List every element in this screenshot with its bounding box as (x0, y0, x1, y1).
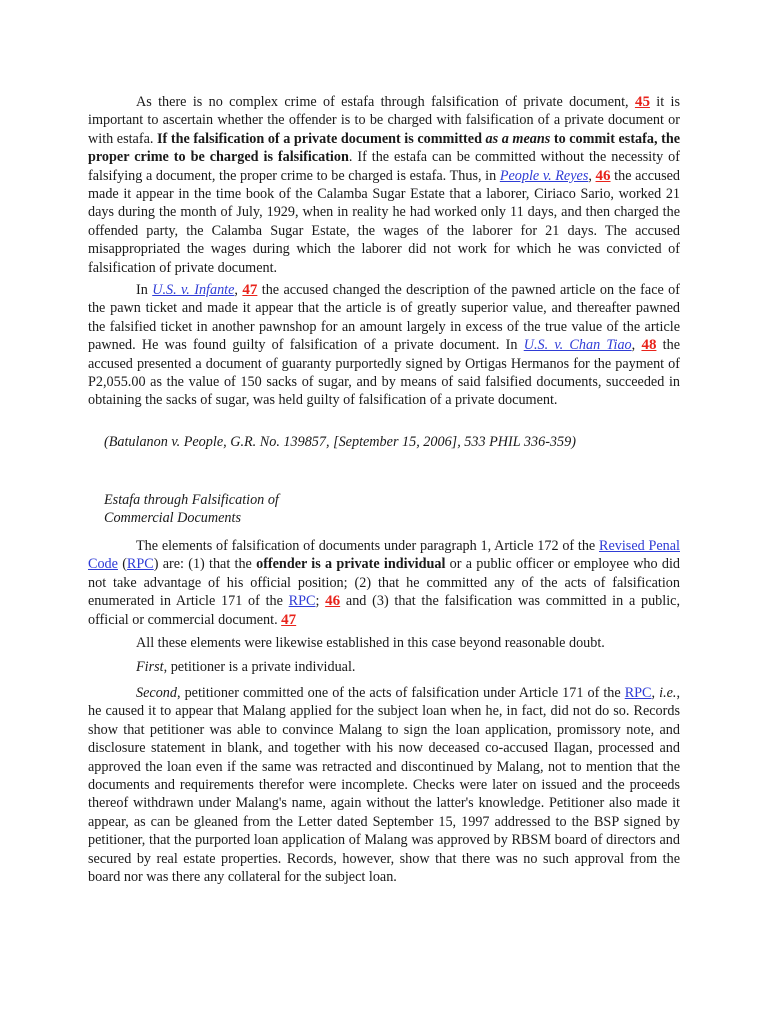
case-name: People v. Reyes (499, 167, 589, 184)
text-run: ( (117, 556, 127, 573)
text-run: the accused made it appear in the time book of the Calamba Sugar Estate that a laborer, Ciriaco Sario, worked 21 days during the month of July, 1929, when in reality he had worked only 11 days, and then charged the offended party, the Calamba Sugar Estate, the wages of the laborer for 21 days. The accused misappropriated the wages during which the laborer did not work for which he was convicted of falsification of private document. (88, 167, 681, 276)
revised-penal-code-link[interactable]: Revised Penal Code (88, 538, 680, 573)
text-run: ; (315, 593, 326, 610)
bold-italic-run: as a means (485, 130, 551, 147)
rpc-link[interactable]: RPC (288, 593, 316, 610)
text-run: or a public officer or employee who did not take advantage of his official position; (2) that he committed any of the acts of falsification enumerated in Article 171 of the (88, 556, 680, 610)
case-link-us-v-infante[interactable] (152, 282, 234, 298)
text-run: the accused presented a document of guaranty purportedly signed by Ortigas Hermanos for the payment of P2,055.00 as the value of 150 sacks of sugar, and by means of said falsified documents, succeeded in obtaining the sacks of sugar, was held guilty of falsification of a private document. (88, 337, 681, 409)
case-name: U.S. v. Chan Tiao (523, 337, 632, 354)
paragraph-first (88, 658, 680, 676)
text-run: the accused changed the description of the pawned article on the face of the pawn ticket and made it appear that the article is of greatly superior value, and thereafter pawned the falsified ticket in another pawnshop for an amount largely in excess of the true value of the article pawned. He was found guilty of falsification of a private document. In (88, 282, 681, 354)
footnote-46-link[interactable]: 46 (595, 167, 611, 184)
footnote-47-link[interactable]: 47 (242, 282, 258, 298)
heading-line-2: Commercial Documents (104, 510, 241, 526)
text-run: As there is no complex crime of estafa through falsification of private document, (136, 94, 635, 110)
text-run: , petitioner committed one of the acts of falsification under Article 171 of the (176, 685, 625, 701)
text-run: The elements of falsification of documents under paragraph 1, Article 172 of the (136, 538, 599, 554)
paragraph-us-cases: In U.S. v. Infante, 47 the accused changed the description of the pawned article on the face of the pawn ticket and made it appear that the article is of greatly superior value, and thereafter pawned the falsified ticket in another pawnshop for an amount largely in excess of the true value of the article pawned. He was found guilty of falsification of a private document. In U.S. v. Chan Tiao, 48 the accused presented a document of guaranty purportedly signed by Ortigas Hermanos for the payment of P2,055.00 as the value of 150 sacks of sugar, and by means of said falsified documents, succeeded in obtaining the sacks of sugar, was held guilty of falsification of a private document. (88, 282, 681, 409)
footnote-47-link[interactable]: 47 (281, 611, 297, 628)
section-heading (88, 491, 680, 527)
citation-text: (Batulanon v. People, G.R. No. 139857, [September 15, 2006], 533 PHIL 336-359) (104, 434, 576, 450)
footnote-48-link[interactable]: 48 (641, 337, 657, 354)
case-link-people-v-reyes[interactable] (500, 168, 589, 184)
paragraph-estafa-falsification: As there is no complex crime of estafa through falsification of private document, 45 it is important to ascertain whether the offender is to be charged with falsification of a private document or with estafa. If the falsification of a private document is committed as a means to commit estafa, the proper crime to be charged is falsification. If the estafa can be committed without the necessity of falsifying a document, the proper crime to be charged is estafa. Thus, in People v. Reyes, 46 the accused made it appear in the time book of the Calamba Sugar Estate that a laborer, Ciriaco Sario, worked 21 days during the month of July, 1929, when in reality he had worked only 11 days, and then charged the offended party, the Calamba Sugar Estate, the wages of the laborer for 21 days. The accused misappropriated the wages during which the laborer did not work for which he was convicted of falsification of private document. (88, 94, 681, 276)
paragraph-elements (88, 537, 680, 629)
text-run: In (136, 282, 153, 298)
citation (88, 433, 680, 451)
italic-run: Second (136, 685, 177, 701)
rpc-link[interactable]: RPC (126, 556, 154, 573)
paragraph-text: All these elements were likewise established in this case beyond reasonable doubt. (136, 635, 605, 651)
italic-run: First (136, 659, 164, 675)
text-run: . If the estafa can be committed without the necessity of falsifying a document, the proper crime to be charged is estafa. Thus, in (88, 149, 681, 184)
text-run: , he caused it to appear that Malang applied for the subject loan when he, in fact, did not do so. Records show that petitioner was able to convince Malang to sign the loan application, promissory note, and disclosure statement in blank, and together with his now deceased co-accused Ilagan, processed and approved the loan even if the same was retracted and discontinued by Malang, not to mention that the documents and requirements therefor were incomplete. Checks were later on issued and the proceeds thereof withdrawn under Malang's name, again without the latter's knowledge. Petitioner also made it appear, as can be gleaned from the Letter dated September 15, 1997 addressed to the BSP signed by petitioner, that the purported loan application of Malang was approved by RBSM board of directors and secured by real estate properties. Records, however, show that there was no such approval from the board nor was there any collateral for the subject loan. (88, 685, 681, 886)
italic-run: i.e. (659, 685, 677, 701)
text-run: , petitioner is a private individual. (163, 659, 356, 675)
rpc-link[interactable]: RPC (624, 685, 652, 701)
heading-line-1: Estafa through Falsification of (104, 492, 279, 508)
text-run: ) are: (1) that the (153, 556, 257, 573)
paragraph-second (88, 684, 680, 886)
bold-run: to commit estafa, the proper crime to be charged is falsification (88, 130, 681, 166)
case-name: U.S. v. Infante (152, 282, 235, 298)
footnote-46-link[interactable]: 46 (325, 593, 341, 610)
bold-run: If the falsification of a private document is committed (157, 130, 486, 147)
bold-run: offender is a private individual (256, 556, 446, 573)
paragraph-established (88, 634, 680, 652)
text-run: and (3) that the falsification was committed in a public, official or commercial document. (88, 593, 680, 628)
case-link-us-v-chan-tiao[interactable] (524, 337, 632, 353)
text-run: it is important to ascertain whether the offender is to be charged with falsification of a private document or with estafa. (88, 94, 680, 147)
footnote-45-link[interactable]: 45 (634, 94, 650, 110)
text-run: , (651, 685, 660, 701)
